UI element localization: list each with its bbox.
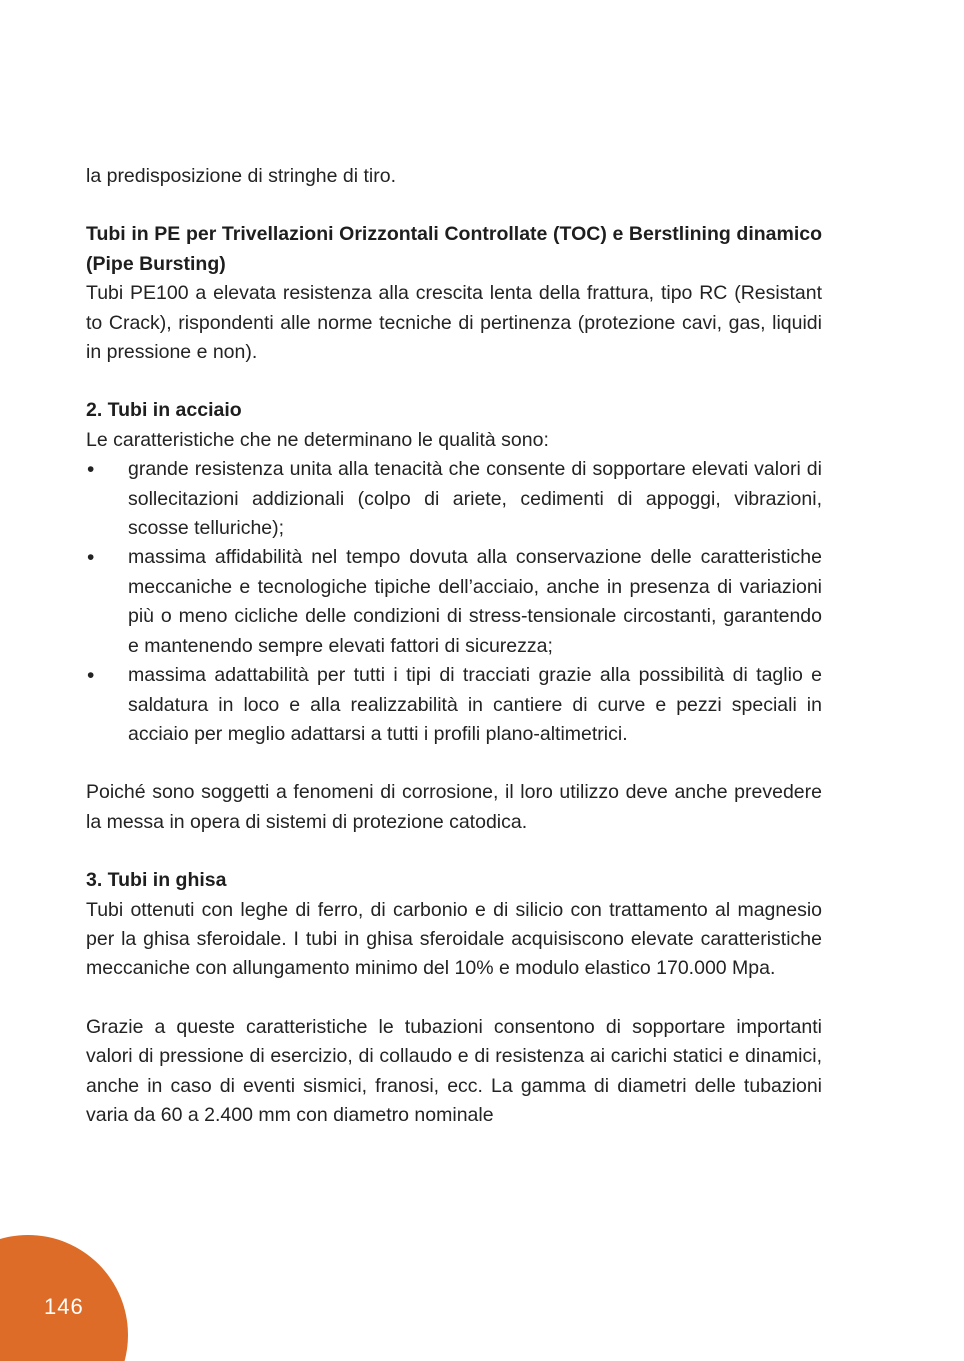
bullet-item-adattabilita: • massima adattabilità per tutti i tipi di tracciati grazie alla possibilità di taglio e saldatura in loco e alla realizzabilità in cantiere di curve e pezzi speciali in acciaio per meglio adattarsi a tutti i profili plano-altimetrici. [86,661,822,749]
paragraph-ghisa-gamma: Grazie a queste caratteristiche le tubazioni consentono di sopportare importanti valori di pressione di esercizio, di collaudo e di resistenza ai carichi statici e dinamici, anche in caso di eventi sismici, franosi, ecc. La gamma di diametri delle tubazioni varia da 60 a 2.400 mm con diametro nominale [86,1015,822,1126]
heading-tubi-ghisa: 3. Tubi in ghisa [86,869,227,892]
heading-tubi-pe: Tubi in PE per Trivellazioni Orizzontali Controllate (TOC) e Berstlining dinamico (Pipe Bursting) [86,223,822,275]
paragraph-tubi-pe: Tubi PE100 a elevata resistenza alla crescita lenta della frattura, tipo RC (Resistant to Crack), rispondenti alle norme tecniche di pertinenza (protezione cavi, gas, liquidi in pressione e non). [86,282,822,364]
paragraph-corrosione: Poiché sono soggetti a fenomeni di corrosione, il loro utilizzo deve anche prevedere la messa in opera di sistemi di protezione catodica. [86,781,822,833]
heading-tubi-acciaio: 2. Tubi in acciaio [86,399,242,422]
page-content [86,162,822,1130]
bullet-list [86,455,822,749]
page-number-badge [0,1235,128,1361]
paragraph-intro: la predisposizione di stringhe di tiro. [86,165,397,187]
bullet-item-resistenza: • grande resistenza unita alla tenacità che consente di sopportare elevati valori di sollecitazioni addizionali (colpo di ariete, cedimenti di appoggi, vibrazioni, scosse telluriche); [86,455,822,543]
bullet-item-affidabilita: • massima affidabilità nel tempo dovuta alla conservazione delle caratteristiche meccaniche e tecnologiche tipiche dell’acciaio, anche in presenza di variazioni più o meno cicliche delle condizioni di stress-tensionale circostanti, garantendo e mantenendo sempre elevati fattori di sicurezza; [86,543,822,661]
page-number: 146 [44,1294,84,1319]
paragraph-ghisa: Tubi ottenuti con leghe di ferro, di carbonio e di silicio con trattamento al magnesio per la ghisa sferoidale. I tubi in ghisa sferoidale acquisiscono elevate caratteristiche meccaniche con allungamento minimo del 10% e modulo elastico 170.000 Mpa. [86,898,822,980]
paragraph-acciaio-intro: Le caratteristiche che ne determinano le qualità sono: [86,428,549,451]
